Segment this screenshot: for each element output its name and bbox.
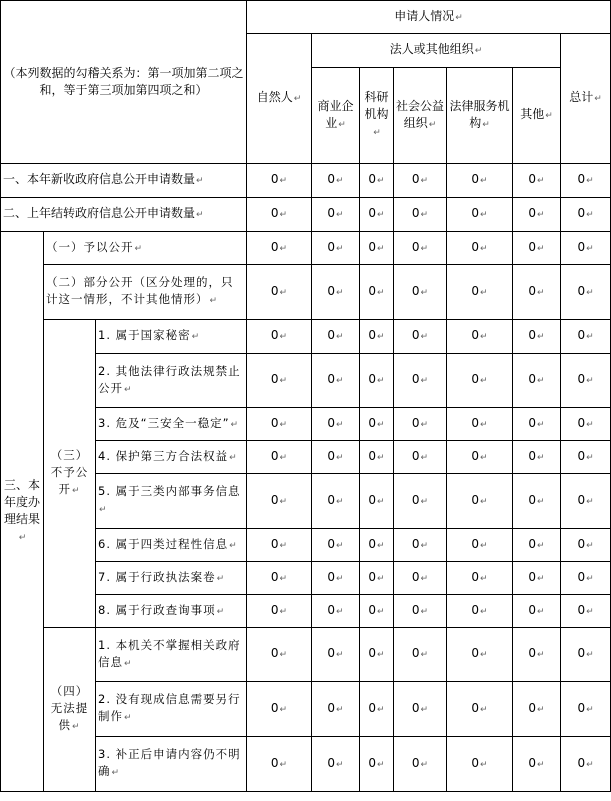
header-applicant: 申请人情况 ↵ xyxy=(247,1,611,34)
row-label: 2. 没有现成信息需要另行制作 ↵ xyxy=(96,682,247,737)
header-other: 其他 ↵ xyxy=(513,68,561,164)
table-row: （三）不予公开 ↵ 1. 属于国家秘密 ↵ 0 ↵ 0 ↵ 0 ↵ 0 ↵ 0 ↵ 0 ↵ 0 ↵ xyxy=(1,320,611,354)
row-label: 2. 其他法律行政法规禁止公开 ↵ xyxy=(96,354,247,408)
group-3-label: （三）不予公开 ↵ xyxy=(44,320,96,628)
row-label: 3. 危及“三安全一稳定” ↵ xyxy=(96,408,247,441)
table-row: 5. 属于三类内部事务信息 ↵ 0 ↵ 0 ↵ 0 ↵ 0 ↵ 0 ↵ 0 ↵ 0 ↵ xyxy=(1,474,611,529)
row-label: 6. 属于四类过程性信息 ↵ xyxy=(96,529,247,562)
table-row: 2. 其他法律行政法规禁止公开 ↵ 0 ↵ 0 ↵ 0 ↵ 0 ↵ 0 ↵ 0 ↵ 0 ↵ xyxy=(1,354,611,408)
header-research: 科研机构 ↵ xyxy=(360,68,394,164)
table-row: 一、本年新收政府信息公开申请数量 ↵ 0 ↵ 0 ↵ 0 ↵ 0 ↵ 0 ↵ 0 ↵ 0 ↵ xyxy=(1,164,611,198)
row-label: 3. 补正后申请内容仍不明确 ↵ xyxy=(96,737,247,792)
row-label: 1. 属于国家秘密 ↵ xyxy=(96,320,247,354)
table-row: 3. 补正后申请内容仍不明确 ↵ 0 ↵ 0 ↵ 0 ↵ 0 ↵ 0 ↵ 0 ↵ 0 ↵ xyxy=(1,737,611,792)
group-4-label: （四）无法提供 ↵ xyxy=(44,628,96,792)
header-natural-person: 自然人 ↵ xyxy=(247,34,312,164)
table-row: （二）部分公开（区分处理的，只计这一情形，不计其他情形） ↵ 0 ↵ 0 ↵ 0 ↵ 0 ↵ 0 ↵ 0 ↵ 0 ↵ xyxy=(1,265,611,320)
table-row: 三、本年度办理结果 ↵ （一）予以公开 ↵ 0 ↵ 0 ↵ 0 ↵ 0 ↵ 0 ↵ 0 ↵ 0 ↵ xyxy=(1,232,611,265)
table-row: （四）无法提供 ↵ 1. 本机关不掌握相关政府信息 ↵ 0 ↵ 0 ↵ 0 ↵ 0 ↵ 0 ↵ 0 ↵ 0 ↵ xyxy=(1,628,611,682)
section-3-label: 三、本年度办理结果 ↵ xyxy=(1,232,44,792)
row-label: （一）予以公开 ↵ xyxy=(44,232,247,265)
row-label: 一、本年新收政府信息公开申请数量 ↵ xyxy=(1,164,247,198)
table-row: 6. 属于四类过程性信息 ↵ 0 ↵ 0 ↵ 0 ↵ 0 ↵ 0 ↵ 0 ↵ 0 ↵ xyxy=(1,529,611,562)
row-label: 7. 属于行政执法案卷 ↵ xyxy=(96,562,247,595)
row-label: 1. 本机关不掌握相关政府信息 ↵ xyxy=(96,628,247,682)
table-row: 4. 保护第三方合法权益 ↵ 0 ↵ 0 ↵ 0 ↵ 0 ↵ 0 ↵ 0 ↵ 0 ↵ xyxy=(1,441,611,474)
row-label: （二）部分公开（区分处理的，只计这一情形，不计其他情形） ↵ xyxy=(44,265,247,320)
row-label: 8. 属于行政查询事项 ↵ xyxy=(96,595,247,628)
header-total: 总计 ↵ xyxy=(561,34,611,164)
table-row: 二、上年结转政府信息公开申请数量 ↵ 0 ↵ 0 ↵ 0 ↵ 0 ↵ 0 ↵ 0 ↵ 0 ↵ xyxy=(1,198,611,232)
header-note: （本列数据的勾稽关系为：第一项加第二项之和，等于第三项加第四项之和） xyxy=(1,1,247,164)
header-welfare: 社会公益组织 ↵ xyxy=(394,68,447,164)
table-row: 7. 属于行政执法案卷 ↵ 0 ↵ 0 ↵ 0 ↵ 0 ↵ 0 ↵ 0 ↵ 0 ↵ xyxy=(1,562,611,595)
header-legal-service: 法律服务机构 ↵ xyxy=(447,68,513,164)
row-label: 4. 保护第三方合法权益 ↵ xyxy=(96,441,247,474)
row-label: 5. 属于三类内部事务信息 ↵ xyxy=(96,474,247,529)
table-row: 3. 危及“三安全一稳定” ↵ 0 ↵ 0 ↵ 0 ↵ 0 ↵ 0 ↵ 0 ↵ 0 ↵ xyxy=(1,408,611,441)
table-row: 8. 属于行政查询事项 ↵ 0 ↵ 0 ↵ 0 ↵ 0 ↵ 0 ↵ 0 ↵ 0 ↵ xyxy=(1,595,611,628)
header-legal-group: 法人或其他组织 ↵ xyxy=(312,34,561,68)
table-row: 2. 没有现成信息需要另行制作 ↵ 0 ↵ 0 ↵ 0 ↵ 0 ↵ 0 ↵ 0 ↵ 0 ↵ xyxy=(1,682,611,737)
header-business: 商业企业 ↵ xyxy=(312,68,360,164)
row-label: 二、上年结转政府信息公开申请数量 ↵ xyxy=(1,198,247,232)
